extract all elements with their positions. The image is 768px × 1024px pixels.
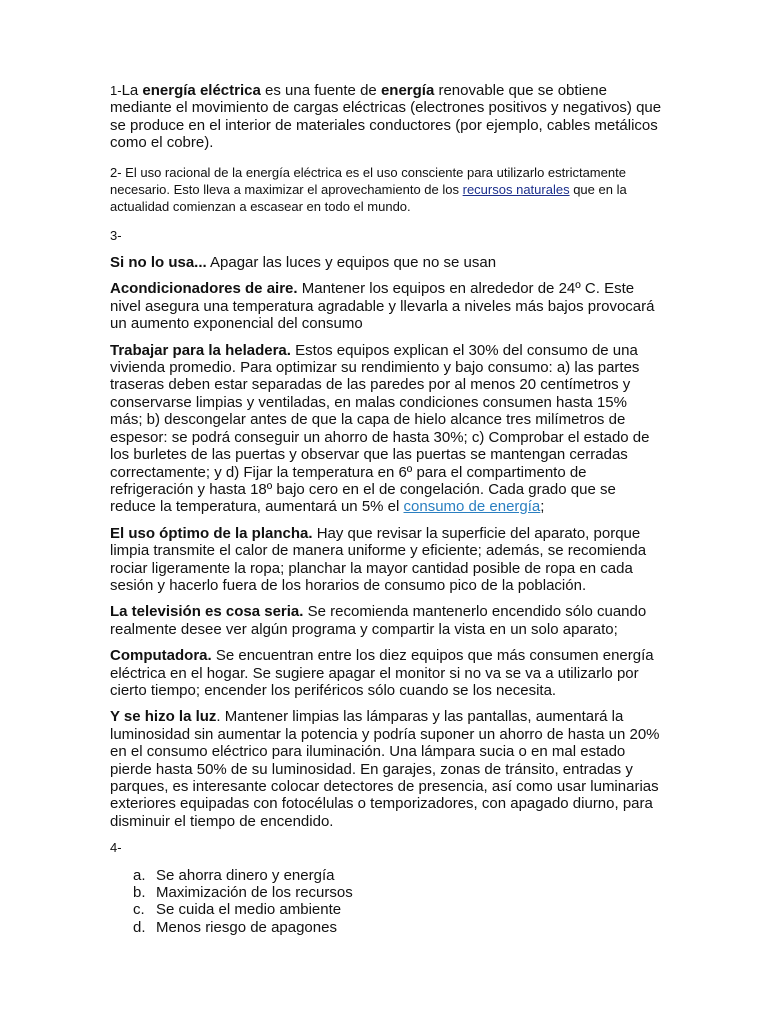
tip-text: Apagar las luces y equipos que no se usan [206, 254, 497, 272]
bold-term: energía [380, 82, 435, 99]
list-marker: c. [133, 901, 145, 919]
text: que en la actualidad comienzan a escasear en todo el mundo. [110, 181, 627, 214]
tip-text: Estos equipos explican el 30% del consumo de una vivienda promedio. Para optimizar su rendimiento y bajo consumo: a) las partes traseras deben estar separadas de las paredes por al menos 20 centímetros y conservarse limpias y ventiladas, en malas condiciones consumen hasta 15% más; b) descongelar antes de que la capa de hielo alcance tres milímetros de espesor: se podrá conseguir un ahorro de hasta 30%; c) Comprobar el estado de los burletes de las puertas y observar que las puertas se mantengan cerradas correctamente; y d) Fijar la temperatura en 6º para el compartimento de refrigeración y hasta 18º bajo cero en el de congelación. Cada grado que se reduce la temperatura, aumentará un 5% el [110, 341, 650, 516]
tip-heading: Trabajar para la heladera. [110, 341, 291, 359]
tip-heladera [110, 342, 662, 516]
text: es una fuente de [260, 82, 381, 99]
consumo-de-energia-link[interactable]: consumo de energía [403, 498, 541, 516]
tip-text: ; [540, 498, 545, 516]
tip-text: Hay que revisar la superficie del aparato, porque limpia transmite el calor de manera uniforme y eficiente; además, se recomienda rociar ligeramente la ropa; planchar la mayor cantidad posible de ropa en cada sesión y hacerlo fuera de los horarios de consumo pico de la población. [110, 524, 647, 594]
tip-si-no-lo-usa [110, 254, 662, 271]
paragraph-3-number: 3- [110, 227, 122, 243]
list-item-text: Se ahorra dinero y energía [156, 866, 335, 884]
tip-luz [110, 708, 662, 830]
tip-heading: El uso óptimo de la plancha. [110, 524, 313, 542]
tip-television [110, 603, 662, 638]
list-item-text: Menos riesgo de apagones [156, 918, 337, 936]
tip-heading: Computadora. [110, 647, 212, 665]
list-item-text: Maximización de los recursos [156, 884, 353, 902]
benefits-list [110, 867, 662, 937]
list-item [110, 919, 662, 936]
recursos-naturales-link[interactable]: recursos naturales [462, 181, 570, 197]
list-item [110, 867, 662, 884]
paragraph-4-number: 4- [110, 840, 122, 856]
list-marker: a. [133, 866, 146, 884]
tip-heading: Acondicionadores de aire. [110, 280, 298, 298]
tip-text: Se encuentran entre los diez equipos que más consumen energía eléctrica en el hogar. Se sugiere apagar el monitor si no va se va a utilizarlo por cierto tiempo; encender los periféricos sólo cuando se los necesita. [110, 647, 654, 699]
tip-heading: Si no lo usa... [110, 254, 207, 272]
text: La [121, 82, 143, 99]
tip-heading: La televisión es cosa seria. [110, 603, 304, 621]
tip-computadora [110, 647, 662, 699]
text: El uso racional de la energía eléctrica es el uso consciente para utilizarlo estrictamente necesario. Esto lleva a maximizar el aprovechamiento de los [110, 164, 626, 197]
text: renovable que se obtiene mediante el movimiento de cargas eléctricas (electrones positivos y negativos) que se produce en el interior de materiales conductores (por ejemplo, cables metálicos como el cobre). [110, 82, 662, 152]
tip-plancha [110, 525, 662, 595]
paragraph-number: 1- [110, 83, 122, 98]
tip-acondicionadores [110, 280, 662, 332]
paragraph-number: 2- [110, 164, 122, 180]
tip-text: . Mantener limpias las lámparas y las pantallas, aumentará la luminosidad sin aumentar la potencia y podría suponer un ahorro de hasta un 20% en el consumo eléctrico para iluminación. Una lámpara sucia o en mal estado pierde hasta 50% de su luminosidad. En garajes, zonas de tránsito, entradas y parques, es interesante colocar detectores de presencia, así como usar luminarias exteriores equipadas con fotocélulas o temporizadores, con apagado diurno, para disminuir el tiempo de encendido. [110, 708, 660, 830]
bold-term: energía eléctrica [142, 82, 261, 99]
list-item [110, 884, 662, 901]
tip-text: Se recomienda mantenerlo encendido sólo cuando realmente desee ver algún programa y compartir la vista en un solo aparato; [110, 603, 647, 638]
document-body [110, 82, 662, 936]
tip-text: Mantener los equipos en alrededor de 24º C. Este nivel asegura una temperatura agradable y llevarla a niveles más bajos provocará un aumento exponencial del consumo [110, 280, 655, 333]
list-marker: b. [133, 884, 146, 902]
list-item [110, 901, 662, 918]
paragraph-2 [110, 164, 662, 215]
list-item-text: Se cuida el medio ambiente [156, 901, 342, 919]
tip-heading: Y se hizo la luz [110, 708, 217, 726]
paragraph-1 [110, 82, 662, 152]
list-marker: d. [133, 918, 146, 936]
